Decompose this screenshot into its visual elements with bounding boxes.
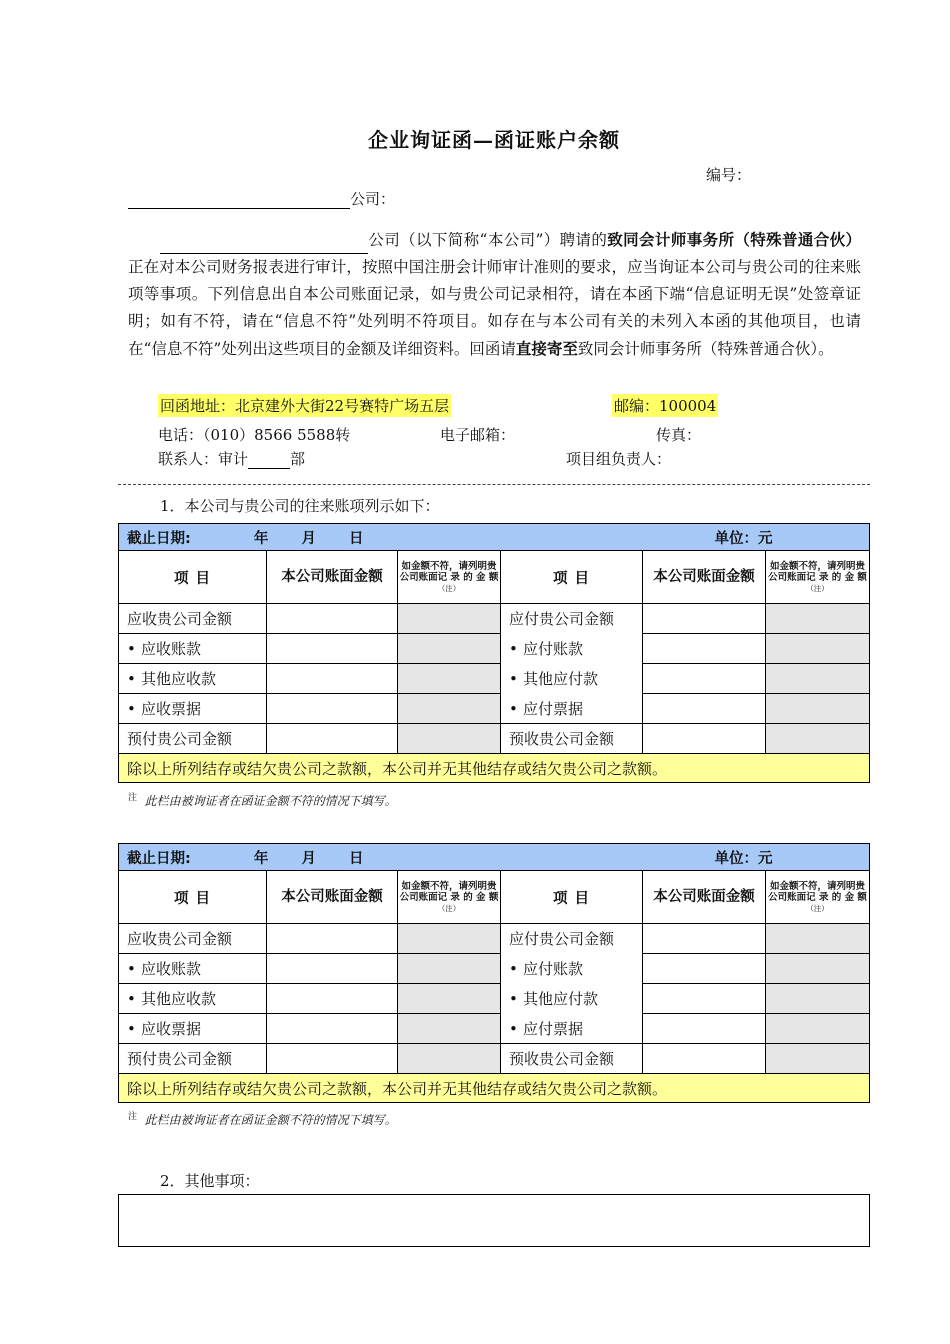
amount-cell[interactable]: [643, 664, 766, 694]
balance-table-2: [118, 843, 870, 1103]
table-note: $^注$ 此栏由被询证者在函证金额不符的情况下填写。: [128, 1112, 397, 1127]
amount-cell[interactable]: [267, 1014, 398, 1044]
table-row: 应收贵公司金额 应付贵公司金额: [119, 924, 870, 954]
table-row: 预付贵公司金额 预收贵公司金额: [119, 1044, 870, 1074]
table-row: • 应收账款 • 应付账款: [119, 954, 870, 984]
discrepancy-cell[interactable]: [766, 924, 870, 954]
discrepancy-cell[interactable]: [398, 724, 501, 754]
balance-table-1: [118, 523, 870, 783]
table-footer-row: 除以上所列结存或结欠贵公司之款额，本公司并无其他结存或结欠贵公司之款额。: [119, 1074, 870, 1103]
table-header-row: 截止日期: 年 月 日 单位：元: [119, 844, 870, 871]
column-header-row: 项 目 本公司账面金额 如金额不符，请列明贵公司账面记 录 的 金 额 （注） 项 目 本公司账面金额 如金额不符，请列明贵公司账面记 录 的 金 额 （注）: [119, 551, 870, 604]
amount-cell[interactable]: [267, 634, 398, 664]
amount-cell[interactable]: [267, 664, 398, 694]
amount-cell[interactable]: [267, 724, 398, 754]
discrepancy-cell[interactable]: [398, 664, 501, 694]
firm-name: 致同会计师事务所（特殊普通合伙）: [607, 230, 861, 249]
discrepancy-cell[interactable]: [766, 604, 870, 634]
amount-cell[interactable]: [643, 694, 766, 724]
contact-person: 联系人：审计 部: [158, 450, 306, 468]
cut-line: [118, 484, 870, 485]
phone: 电话：（010）8566 5588转: [158, 426, 351, 444]
table-row: • 应收票据 • 应付票据: [119, 694, 870, 724]
discrepancy-cell[interactable]: [398, 924, 501, 954]
table-row: • 应收票据 • 应付票据: [119, 1014, 870, 1044]
amount-cell[interactable]: [267, 954, 398, 984]
company-name-blank[interactable]: [128, 191, 350, 209]
section-1-title: 1．本公司与贵公司的往来账项列示如下：: [160, 497, 440, 515]
discrepancy-cell[interactable]: [766, 694, 870, 724]
amount-cell[interactable]: [267, 694, 398, 724]
letter-body: [128, 226, 861, 363]
table-row: 预付贵公司金额 预收贵公司金额: [119, 724, 870, 754]
amount-cell[interactable]: [643, 1014, 766, 1044]
discrepancy-cell[interactable]: [398, 954, 501, 984]
serial-number-label: 编号：: [706, 166, 752, 184]
unit-label: 单位：元: [714, 850, 773, 867]
discrepancy-cell[interactable]: [398, 1014, 501, 1044]
cutoff-label: 截止日期:: [127, 530, 191, 547]
amount-cell[interactable]: [643, 924, 766, 954]
body-text-2: 正在对本公司财务报表进行审计，按照中国注册会计师审计准则的要求，应当询证本公司与贵公司的往来账项等事项。下列信息出自本公司账面记录，如与贵公司记录相符，请在本函下端“信息证明无误”处签章证明；如有不符，请在“信息不符”处列明不符项目。如存在与本公司有关的未列入本函的其他项目，也请在“信息不符”处列出这些项目的金额及详细资料。回函请: [128, 258, 861, 358]
table-row: • 其他应收款 • 其他应付款: [119, 664, 870, 694]
discrepancy-cell[interactable]: [766, 984, 870, 1014]
amount-cell[interactable]: [643, 984, 766, 1014]
unit-label: 单位：元: [714, 530, 773, 547]
amount-cell[interactable]: [643, 1044, 766, 1074]
discrepancy-cell[interactable]: [766, 664, 870, 694]
discrepancy-cell[interactable]: [766, 954, 870, 984]
amount-cell[interactable]: [643, 634, 766, 664]
amount-cell[interactable]: [643, 724, 766, 754]
discrepancy-cell[interactable]: [398, 984, 501, 1014]
cutoff-label: 截止日期:: [127, 850, 191, 867]
page-title: 企业询证函—函证账户余额: [368, 128, 620, 152]
email-label: 电子邮箱：: [440, 426, 516, 444]
return-address: 回函地址：北京建外大街22号赛特广场五层: [158, 394, 451, 417]
amount-cell[interactable]: [267, 604, 398, 634]
client-name-blank[interactable]: [160, 236, 368, 254]
body-text-3: 致同会计师事务所（特殊普通合伙）。: [577, 340, 834, 358]
table-row: 应收贵公司金额 应付贵公司金额: [119, 604, 870, 634]
discrepancy-cell[interactable]: [398, 604, 501, 634]
column-header-row: 项 目 本公司账面金额 如金额不符，请列明贵公司账面记 录 的 金 额 （注） 项 目 本公司账面金额 如金额不符，请列明贵公司账面记 录 的 金 额 （注）: [119, 871, 870, 924]
amount-cell[interactable]: [267, 984, 398, 1014]
fax-label: 传真：: [656, 426, 702, 444]
amount-cell[interactable]: [643, 604, 766, 634]
table-header-row: 截止日期: 年 月 日 单位：元: [119, 524, 870, 551]
addressee-line: [128, 188, 395, 209]
discrepancy-cell[interactable]: [398, 1044, 501, 1074]
table-footer-row: 除以上所列结存或结欠贵公司之款额，本公司并无其他结存或结欠贵公司之款额。: [119, 754, 870, 783]
discrepancy-cell[interactable]: [766, 724, 870, 754]
section-2-title: 2．其他事项：: [160, 1172, 260, 1190]
direct-send: 直接寄至: [515, 339, 578, 358]
postcode: 邮编：100004: [612, 394, 718, 417]
amount-cell[interactable]: [267, 924, 398, 954]
amount-cell[interactable]: [643, 954, 766, 984]
table-note: $^注$ 此栏由被询证者在函证金额不符的情况下填写。: [128, 793, 397, 808]
amount-cell[interactable]: [267, 1044, 398, 1074]
body-text-1: 公司（以下简称“本公司”）聘请的: [368, 231, 608, 249]
company-suffix: 公司：: [350, 190, 396, 208]
dept-blank[interactable]: [248, 453, 290, 469]
discrepancy-cell[interactable]: [398, 694, 501, 724]
other-matters-box[interactable]: [118, 1194, 870, 1247]
discrepancy-cell[interactable]: [766, 634, 870, 664]
table-row: • 应收账款 • 应付账款: [119, 634, 870, 664]
discrepancy-cell[interactable]: [398, 634, 501, 664]
discrepancy-cell[interactable]: [766, 1014, 870, 1044]
table-row: • 其他应收款 • 其他应付款: [119, 984, 870, 1014]
project-leader-label: 项目组负责人：: [566, 450, 672, 468]
discrepancy-cell[interactable]: [766, 1044, 870, 1074]
